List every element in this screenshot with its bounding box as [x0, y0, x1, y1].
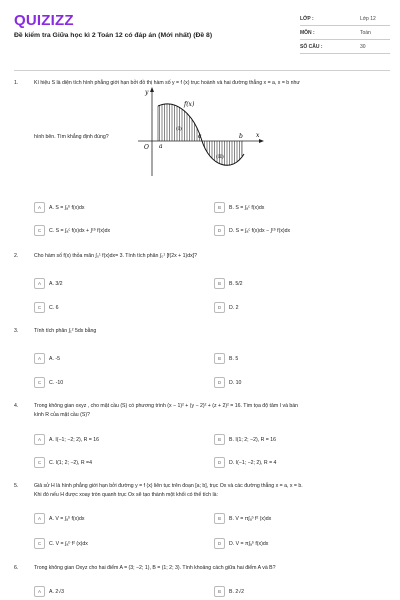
question-2 — [14, 253, 386, 263]
option-c[interactable] — [34, 377, 63, 388]
c-label: c — [198, 133, 202, 140]
option-text: B. S = ∫ₐᶜ f(x)dx — [229, 204, 265, 211]
question-text: Tính tích phân ∫₁² 5dx bằng — [34, 328, 97, 334]
x-label: x — [256, 132, 260, 139]
page-title: Đề kiểm tra Giữa học kì 2 Toán 12 có đáp án (Mới nhất) (Đề 8) — [14, 32, 213, 39]
option-text: B. 5/2 — [229, 280, 243, 287]
question-number: 5. — [14, 483, 19, 489]
option-letter: C — [34, 538, 45, 549]
question-text: Trong không gian Oxyz cho hai điểm A = (3; −2; 1), B = (1; 2; 3). Tính khoảng cách giữa hai điểm A và B? — [34, 565, 276, 571]
option-b[interactable] — [214, 278, 243, 289]
option-text: C. -10 — [49, 379, 64, 386]
option-letter: A — [34, 586, 45, 597]
meta-subject: MÔN : Toán — [300, 26, 390, 40]
option-text: C. I(1; 2; −2), R =4 — [49, 459, 92, 466]
option-letter: A — [34, 513, 45, 524]
option-a[interactable] — [34, 353, 60, 364]
question-text: kính R của mặt cầu (S)? — [34, 412, 90, 418]
fx-label: f(x) — [184, 101, 195, 108]
option-text: D. 2 — [229, 304, 239, 311]
option-c[interactable] — [34, 457, 92, 468]
option-letter: A — [34, 434, 45, 445]
option-letter: B — [214, 586, 225, 597]
option-d[interactable] — [214, 457, 276, 468]
region-1-label: (I) — [176, 126, 182, 132]
option-letter: C — [34, 377, 45, 388]
y-label: y — [145, 89, 149, 96]
option-text: A. V = ∫ₐᵇ f(x)dx — [49, 515, 85, 522]
option-c[interactable] — [34, 302, 59, 313]
option-text: A. I(−1; −2; 2), R = 16 — [49, 436, 100, 443]
option-a[interactable] — [34, 202, 84, 213]
option-text: C. S = ∫ₐᶜ f(x)dx + ∫ᶜᵇ f(x)dx — [49, 227, 111, 234]
option-text: A. 2√3 — [49, 588, 64, 595]
meta-info — [300, 12, 390, 54]
option-text: D. 10 — [229, 379, 242, 386]
option-letter: D — [214, 302, 225, 313]
option-text: C. 6 — [49, 304, 59, 311]
option-letter: A — [34, 202, 45, 213]
option-b[interactable] — [214, 586, 244, 597]
option-b[interactable] — [214, 353, 238, 364]
option-c[interactable] — [34, 538, 88, 549]
region-1 — [158, 104, 202, 141]
question-number: 4. — [14, 403, 19, 409]
question-number: 1. — [14, 80, 19, 86]
option-letter: D — [214, 377, 225, 388]
option-text: C. V = ∫ₐᵇ f² (x)dx — [49, 540, 88, 547]
option-letter: C — [34, 225, 45, 236]
option-letter: D — [214, 538, 225, 549]
option-a[interactable] — [34, 278, 63, 289]
option-text: B. V = π∫ₐᵇ f² (x)dx — [229, 515, 272, 522]
option-letter: D — [214, 457, 225, 468]
question-6 — [14, 565, 386, 575]
option-text: B. 2√2 — [229, 588, 244, 595]
option-letter: B — [214, 353, 225, 364]
region-2-label: (II) — [216, 154, 224, 160]
question-number: 6. — [14, 565, 19, 571]
option-b[interactable] — [214, 513, 271, 524]
option-b[interactable] — [214, 434, 276, 445]
option-letter: C — [34, 457, 45, 468]
option-a[interactable] — [34, 586, 64, 597]
option-text: A. S = ∫ₐᵇ f(x)dx — [49, 204, 85, 211]
option-text: A. 3/2 — [49, 280, 63, 287]
option-letter: B — [214, 202, 225, 213]
option-letter: B — [214, 434, 225, 445]
question-text: Khi đó nếu H được xoay tròn quanh trục Ox sẽ tạo thành một khối có thể tích là: — [34, 492, 218, 498]
option-d[interactable] — [214, 377, 241, 388]
question-text: Giả sử H là hình phẳng giới hạn bởi đường y = f (x) liên tục trên đoạn [a; b], trục Ox và các đường thẳng x = a, x = b. — [34, 483, 303, 489]
option-letter: A — [34, 353, 45, 364]
option-d[interactable] — [214, 538, 268, 549]
question-number: 2. — [14, 253, 19, 259]
quizizz-logo: QUIZIZZ — [14, 12, 74, 29]
option-text: B. I(1; 2; −2), R = 16 — [229, 436, 276, 443]
option-letter: B — [214, 513, 225, 524]
option-text: A. -5 — [49, 355, 60, 362]
option-d[interactable] — [214, 302, 239, 313]
question-3 — [14, 328, 386, 338]
question-text: Kí hiệu S là diện tích hình phẳng giới hạn bởi đồ thị hàm số y = f (x) trục hoành và hai đường thẳng x = a, x = b như — [34, 80, 300, 86]
question-text: Trong không gian oxyz , cho mặt cầu (S) có phương trình (x − 1)² + (y − 2)² + (z + 2)² = 16. Tìm tọa độ tâm I và bán — [34, 403, 299, 409]
option-text: D. V = π∫ₐᵇ f(x)dx — [229, 540, 269, 547]
meta-class: LỚP : Lớp 12 — [300, 12, 390, 26]
option-c[interactable] — [34, 225, 110, 236]
option-d[interactable] — [214, 225, 290, 236]
option-a[interactable] — [34, 513, 84, 524]
option-letter: C — [34, 302, 45, 313]
option-text: D. S = ∫ₐᶜ f(x)dx − ∫ᶜᵇ f(x)dx — [229, 227, 291, 234]
divider — [14, 70, 390, 71]
option-letter: B — [214, 278, 225, 289]
graph-figure — [136, 86, 266, 178]
origin-label: O — [144, 144, 149, 151]
question-text: Cho hàm số f(x) thỏa mãn ∫₀¹ f(x)dx= 3. Tính tích phân ∫₀¹ [f(2x + 1)dx]? — [34, 253, 198, 259]
option-letter: A — [34, 278, 45, 289]
option-text: D. I(−1; −2; 2), R = 4 — [229, 459, 277, 466]
a-label: a — [159, 143, 163, 150]
b-label: b — [239, 133, 243, 140]
option-text: B. 5 — [229, 355, 239, 362]
question-text: hình bên. Tìm khẳng định đúng? — [34, 134, 109, 140]
option-a[interactable] — [34, 434, 99, 445]
meta-count: SỐ CÂU : 30 — [300, 40, 390, 54]
question-number: 3. — [14, 328, 19, 334]
option-letter: D — [214, 225, 225, 236]
option-b[interactable] — [214, 202, 264, 213]
